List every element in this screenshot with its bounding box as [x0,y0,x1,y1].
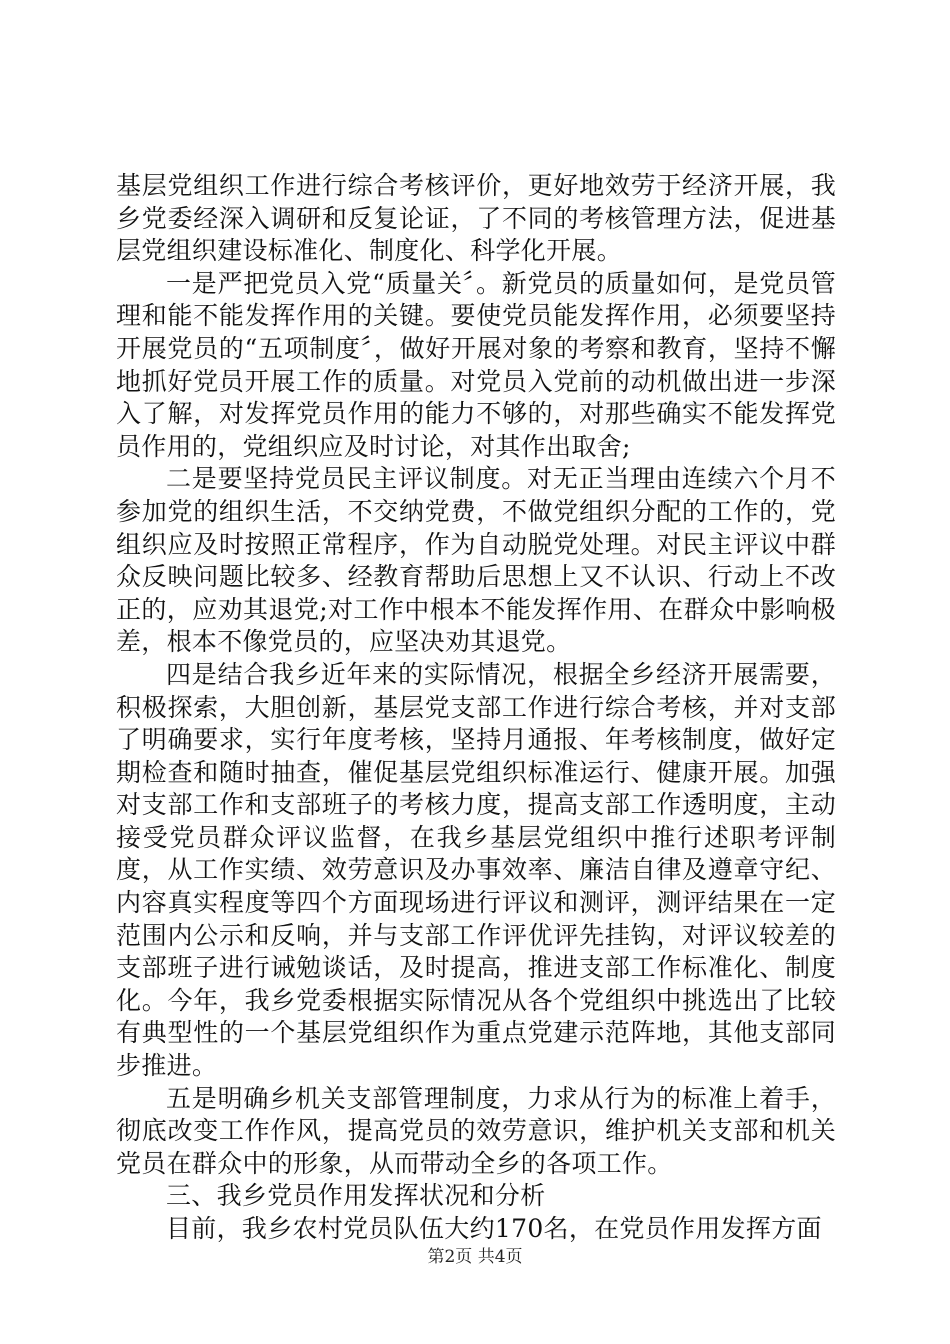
paragraph-item-five: 五是明确乡机关支部管理制度，力求从行为的标准上着手，彻底改变工作作风，提高党员的效劳意识，维护机关支部和机关党员在群众中的形象，从而带动全乡的各项工作。 [116,1083,836,1178]
document-body [116,170,836,1246]
paragraph-section-three-start: 目前，我乡农村党员队伍大约170名，在党员作用发挥方面 [166,1214,822,1243]
page-number-footer: 第2页 共4页 [427,1247,523,1267]
section-heading-three: 三、我乡党员作用发挥状况和分析 [166,1181,546,1211]
paragraph-item-one: 一是严把党员入党“质量关〞。新党员的质量如何，是党员管理和能不能发挥作用的关键。要使党员能发挥作用，必须要坚持开展党员的“五项制度〞，做好开展对象的考察和教育，坚持不懈地抓好党员开展工作的质量。对党员入党前的动机做出进一步深入了解，对发挥党员作用的能力不够的，对那些确实不能发挥党员作用的，党组织应及时讨论，对其作出取舍; [116,268,836,461]
paragraph-item-four: 四是结合我乡近年来的实际情况，根据全乡经济开展需要，积极探索，大胆创新，基层党支部工作进行综合考核，并对支部了明确要求，实行年度考核，坚持月通报、年考核制度，做好定期检查和随时抽查，催促基层党组织标准运行、健康开展。加强对支部工作和支部班子的考核力度，提高支部工作透明度，主动接受党员群众评议监督，在我乡基层党组织中推行述职考评制度，从工作实绩、效劳意识及办事效率、廉洁自律及遵章守纪、内容真实程度等四个方面现场进行评议和测评，测评结果在一定范围内公示和反响，并与支部工作评优评先挂钩，对评议较差的支部班子进行诫勉谈话，及时提高，推进支部工作标准化、制度化。今年，我乡党委根据实际情况从各个党组织中挑选出了比较有典型性的一个基层党组织作为重点党建示范阵地，其他支部同步推进。 [116,659,836,1081]
paragraph-item-two: 二是要坚持党员民主评议制度。对无正当理由连续六个月不参加党的组织生活，不交纳党费，不做党组织分配的工作的，党组织应及时按照正常程序，作为自动脱党处理。对民主评议中群众反映问题比较多、经教育帮助后思想上又不认识、行动上不改正的，应劝其退党;对工作中根本不能发挥作用、在群众中影响极差，根本不像党员的，应坚决劝其退党。 [116,464,836,657]
paragraph-intro-continuation: 基层党组织工作进行综合考核评价，更好地效劳于经济开展，我乡党委经深入调研和反复论证，了不同的考核管理方法，促进基层党组织建设标准化、制度化、科学化开展。 [116,171,836,266]
